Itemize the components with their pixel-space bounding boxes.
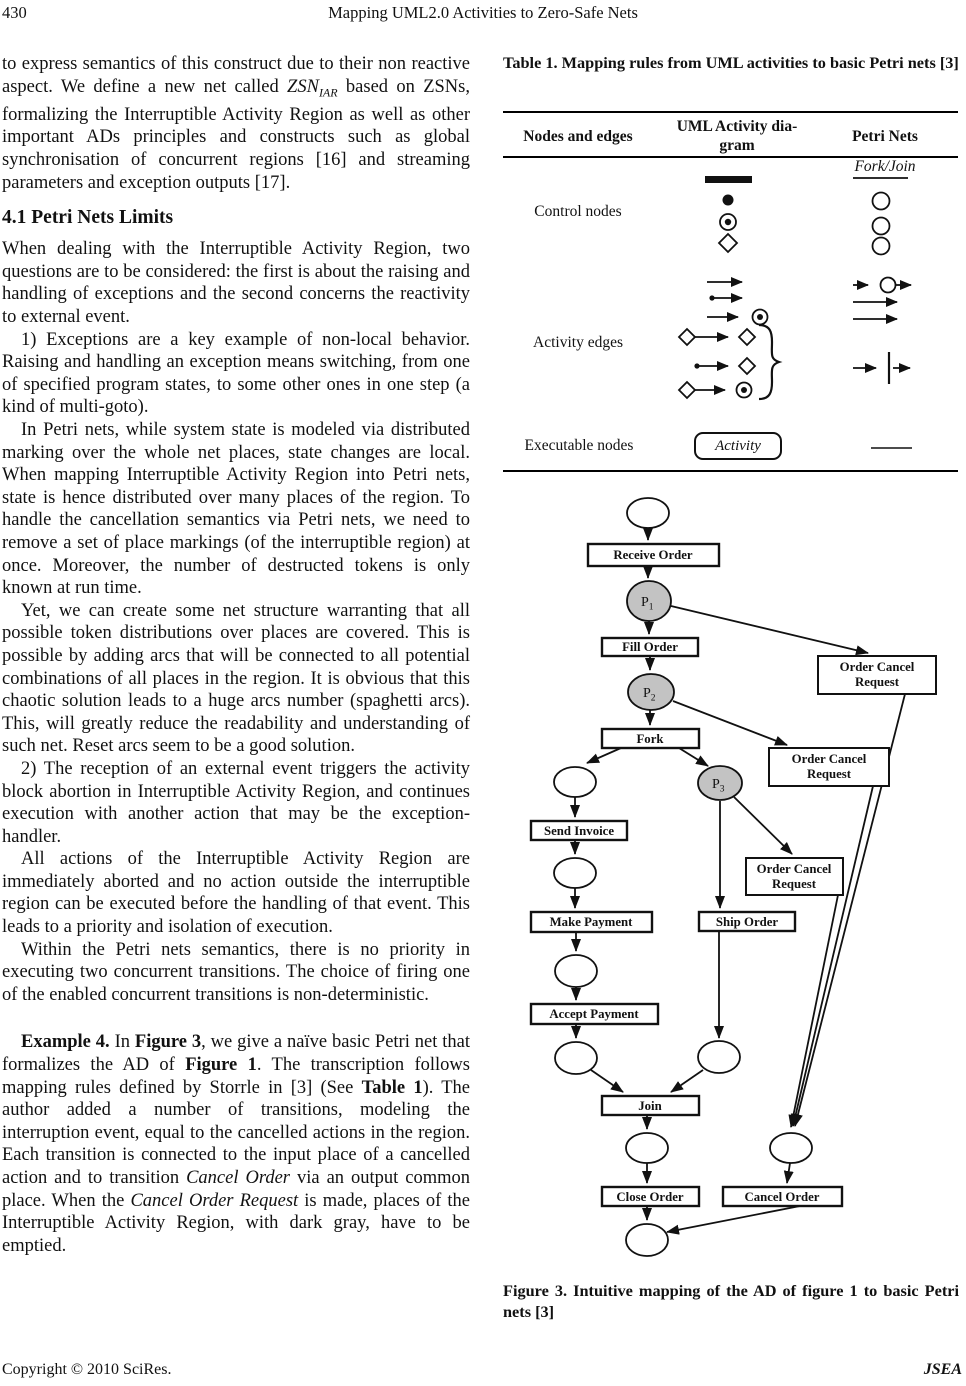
paragraph-text: , we give a naïve basic Petri net that formalizes the AD of xyxy=(2,1032,470,1076)
page-number: 430 xyxy=(2,3,27,22)
uml-decision-icon xyxy=(739,358,755,374)
place-after-ship-order xyxy=(698,1041,740,1073)
table-header-uml-activity-diagram: UML Activity dia-gram xyxy=(676,118,798,154)
place-cancel-common xyxy=(770,1133,812,1163)
paragraph-text: . The transcription follows mapping rules defined by Storrle in [3] (See xyxy=(2,1055,470,1098)
figure3-ref: Figure 3 xyxy=(134,1032,202,1053)
zsn-subscript: IAR xyxy=(318,85,338,100)
place-p3 xyxy=(698,766,742,800)
paragraph: In Petri nets, while system state is modeled via distributed marking over the whole net places, state changes are local. When mapping Interruptible Activity Region into Petri nets, state is hence distributed over many places of the region. To handle the cancellation semantics via Petri nets, we need to remove a set of place markings (of the interruptible region) at once. Moreover, the number of destructed tokens is only known at run time. xyxy=(2,420,470,599)
paragraph-text: In xyxy=(109,1032,135,1053)
arc-arrow-p3-to-cancel xyxy=(734,797,792,854)
zsn-term: ZSN xyxy=(287,76,319,97)
petri-place-icon xyxy=(873,193,890,210)
table-row-executable-nodes: Executable nodes xyxy=(524,437,634,454)
left-text-column xyxy=(2,53,470,1257)
uml-decision-icon xyxy=(679,382,695,398)
transition-label: Request xyxy=(806,767,852,781)
petri-place-icon xyxy=(873,238,890,255)
paragraph: 1) Exceptions are a key example of non-local behavior. Raising and handling an exception means switching, from one of specified program states, to some other ones in one step (a kind of multi-goto). xyxy=(2,329,470,418)
example-label: Example 4. xyxy=(21,1032,110,1053)
paragraph: 2) The reception of an external event triggers the activity block abortion in Interruptible Activity Region, and continues execution with another action that may be the exception-handler. xyxy=(2,758,470,847)
place-p2-label: $P_2$ xyxy=(643,686,656,704)
cancel-order-request-term: Cancel Order Request xyxy=(130,1190,299,1211)
table1-caption: Table 1. Mapping rules from UML activities to basic Petri nets [3] xyxy=(503,53,959,72)
arc-arrow-cancel-to-final xyxy=(667,1206,800,1232)
arc-arrow xyxy=(671,1070,703,1092)
figure3-petri-net xyxy=(495,488,960,1270)
place-p3-label: $P_3$ xyxy=(712,777,725,795)
place-p1-label: $P_1$ xyxy=(641,595,654,613)
place-final xyxy=(626,1224,668,1256)
table1-ref: Table 1 xyxy=(361,1077,423,1098)
uml-decision-icon xyxy=(679,329,695,345)
transition-label: Request xyxy=(771,877,817,891)
place-initial xyxy=(627,498,669,528)
transition-label: Order Cancel xyxy=(839,660,915,674)
paragraph-text: ). The author added a number of transitions, modeling the interruption event, equal to the cancelled actions in the region. Each transition is connected to the input place of a cancelled action and to transition xyxy=(2,1077,471,1188)
uml-decision-icon xyxy=(739,329,755,345)
place-p1 xyxy=(627,581,671,621)
table-header-petri-nets: Petri Nets xyxy=(852,128,918,145)
arc-arrow xyxy=(591,1070,623,1092)
paragraph-text: to express semantics of this construct due to their non reactive aspect. We define a new net called xyxy=(2,54,470,97)
petri-place-icon xyxy=(881,278,896,293)
paragraph: When dealing with the Interruptible Activity Region, two questions are to be considered: the first is about the raising and handling of exceptions and the second concerns the reactivity to external event. xyxy=(2,239,470,328)
paragraph: Within the Petri nets semantics, there is no priority in executing two concurrent transitions. The choice of firing one of the enabled concurrent transitions is non-deterministic. xyxy=(2,939,470,1005)
place-after-join xyxy=(626,1133,668,1163)
journal-name: JSEA xyxy=(923,1361,962,1378)
table-header-nodes-and-edges: Nodes and edges xyxy=(523,128,633,145)
transition-label: Ship Order xyxy=(715,915,779,929)
uml-final-node-dot-icon xyxy=(741,387,747,393)
place-p2 xyxy=(628,674,674,710)
transition-label: Order Cancel xyxy=(791,752,867,766)
figure3-caption: Figure 3. Intuitive mapping of the AD of figure 1 to basic Petri nets [3] xyxy=(503,1281,959,1321)
paragraph-text: based on ZSNs, formalizing the Interruptible Activity Region as well as other important ADs principles and constructs such as global synchronisation of concurrent regions [16] and streaming parameters and exception outputs [17]. xyxy=(2,76,470,193)
place-after-make-payment xyxy=(555,955,597,987)
transition-label: Fill Order xyxy=(622,640,678,654)
figure1-ref: Figure 1 xyxy=(185,1055,257,1076)
uml-activity-node: Activity xyxy=(694,432,782,460)
paragraph-text: is made, places of the Interruptible Activity Region, with dark gray, have to be emptied. xyxy=(2,1190,471,1256)
arc-arrow xyxy=(587,748,621,763)
transition-label: Join xyxy=(638,1099,662,1113)
cancel-arc-3 xyxy=(791,895,838,1127)
uml-fork-bar-icon xyxy=(705,176,752,183)
transition-label: Request xyxy=(854,675,900,689)
uml-initial-node-icon xyxy=(723,195,734,206)
copyright-notice: Copyright © 2010 SciRes. xyxy=(2,1361,172,1378)
cancel-arc-2 xyxy=(793,786,873,1126)
transition-label: Make Payment xyxy=(549,915,633,929)
table-row-activity-edges: Activity edges xyxy=(533,334,623,351)
petri-place-icon xyxy=(873,218,890,235)
cancel-order-term: Cancel Order xyxy=(186,1168,291,1188)
transition-label: Accept Payment xyxy=(549,1007,639,1021)
table-notation-glyphs xyxy=(503,100,958,480)
transition-label: Send Invoice xyxy=(543,824,615,838)
section-heading: 4.1 Petri Nets Limits xyxy=(2,207,174,229)
fork-join-label: Fork/Join xyxy=(854,158,916,175)
place-after-fork-left xyxy=(554,767,596,797)
grouping-brace-icon xyxy=(759,325,779,399)
arc-arrow xyxy=(787,1163,790,1183)
arc-arrow-p1-to-cancel xyxy=(671,606,868,653)
transition-label: Close Order xyxy=(616,1190,684,1204)
uml-final-node-dot-icon xyxy=(725,219,731,225)
paragraph xyxy=(2,53,470,194)
transition-label: Cancel Order xyxy=(744,1190,820,1204)
place-after-accept-payment xyxy=(555,1042,597,1074)
arc-arrow xyxy=(679,748,708,766)
running-title: Mapping UML2.0 Activities to Zero-Safe Nets xyxy=(328,3,638,22)
transition-label: Fork xyxy=(636,732,664,746)
paragraph-text: via an output common place. When the xyxy=(2,1168,471,1211)
transition-label: Receive Order xyxy=(613,548,693,562)
place-after-send-invoice xyxy=(554,858,596,888)
transition-label: Order Cancel xyxy=(756,862,832,876)
uml-final-node-dot-icon xyxy=(757,314,763,320)
paragraph: Yet, we can create some net structure warranting that all possible token distributions over places are covered. This is possible by adding arcs that will be connected to all potential combinations of all places in the region. It is obvious that this chaotic solution leads to a huge arcs number (spaghetti arcs). This, will greatly reduce the readability and understanding of such net. Reset arcs seem to be a good solution. xyxy=(2,600,470,757)
table-row-control-nodes: Control nodes xyxy=(534,203,622,220)
example-paragraph xyxy=(2,1031,470,1257)
paragraph: All actions of the Interruptible Activity Region are immediately aborted and no action outside the interruptible region can be executed before the handling of that event. This leads to a priority and isolation of execution. xyxy=(2,849,470,938)
uml-decision-icon xyxy=(719,234,737,252)
